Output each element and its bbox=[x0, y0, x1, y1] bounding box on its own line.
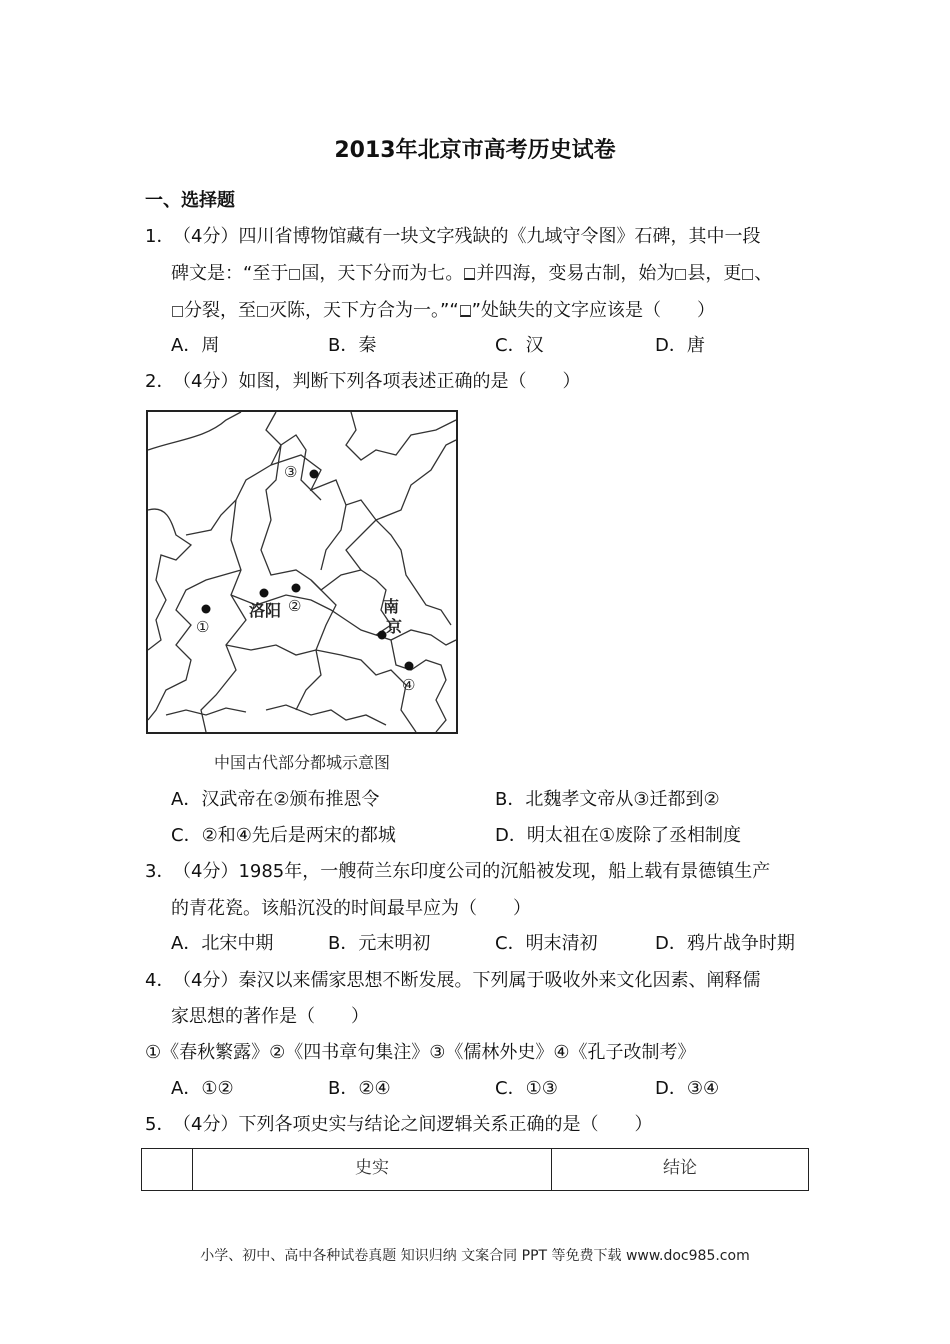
question-3-line-2: 的青花瓷。该船沉没的时间最早应为（ ） bbox=[171, 898, 531, 919]
question-3-option-d[interactable]: D．鸦片战争时期 bbox=[655, 933, 795, 954]
question-4-option-d[interactable]: D．③④ bbox=[655, 1078, 720, 1099]
question-2-option-d[interactable]: D．明太祖在①废除了丞相制度 bbox=[495, 825, 741, 846]
question-5-stem bbox=[145, 1113, 652, 1137]
question-4-option-b[interactable]: B．②④ bbox=[328, 1078, 391, 1099]
label-luoyang: 洛阳 bbox=[249, 601, 282, 620]
label-nanjing-1: 南 bbox=[383, 597, 400, 616]
question-4-text: （4分）秦汉以来儒家思想不断发展。下列属于吸收外来文化因素、阐释儒 bbox=[173, 970, 761, 991]
text-segment: 碑文是：“至于 bbox=[171, 263, 289, 284]
question-2-text: （4分）如图，判断下列各项表述正确的是（ ） bbox=[173, 371, 581, 392]
question-1-option-a[interactable]: A．周 bbox=[171, 335, 220, 356]
missing-char-box bbox=[172, 306, 183, 317]
question-4-option-c[interactable]: C．①③ bbox=[495, 1078, 558, 1099]
text-segment: 国，天下分而为七。 bbox=[301, 263, 464, 284]
missing-char-box bbox=[742, 269, 753, 280]
table-header-conclusion: 结论 bbox=[552, 1149, 809, 1191]
capital-dot-luoyang bbox=[260, 589, 269, 598]
map-caption: 中国古代部分都城示意图 bbox=[213, 753, 390, 772]
missing-char-box bbox=[464, 268, 475, 280]
marker-4: ④ bbox=[402, 676, 416, 694]
question-1-option-c[interactable]: C．汉 bbox=[495, 335, 544, 356]
question-5-table bbox=[141, 1148, 809, 1191]
table-header-fact: 史实 bbox=[193, 1149, 552, 1191]
missing-char-box bbox=[675, 269, 686, 280]
question-1-line-2 bbox=[171, 262, 772, 286]
question-3-text: （4分）1985年，一艘荷兰东印度公司的沉船被发现，船上载有景德镇生产 bbox=[173, 861, 771, 882]
question-1-option-d[interactable]: D．唐 bbox=[655, 335, 705, 356]
missing-char-box bbox=[257, 306, 268, 317]
question-1-line-1 bbox=[145, 225, 760, 249]
text-segment: ”处缺失的文字应该是（ ） bbox=[471, 300, 715, 321]
question-4-list: ①《春秋繁露》②《四书章句集注》③《儒林外史》④《孔子改制考》 bbox=[145, 1042, 696, 1063]
capital-dot-3 bbox=[310, 470, 319, 479]
question-4-number: 4． bbox=[145, 970, 175, 991]
missing-char-box bbox=[289, 269, 300, 280]
page-footer: 小学、初中、高中各种试卷真题 知识归纳 文案合同 PPT 等免费下载 www.doc985.com bbox=[200, 1248, 750, 1264]
question-3-option-a[interactable]: A．北宋中期 bbox=[171, 933, 274, 954]
question-1-line-3 bbox=[171, 299, 715, 323]
ancient-capitals-map bbox=[146, 410, 458, 736]
question-3-option-c[interactable]: C．明末清初 bbox=[495, 933, 598, 954]
question-3-number: 3． bbox=[145, 861, 175, 882]
table-header-row bbox=[142, 1149, 809, 1191]
question-5-text: （4分）下列各项史实与结论之间逻辑关系正确的是（ ） bbox=[173, 1114, 653, 1135]
question-3-line-1 bbox=[145, 860, 770, 884]
question-2-number: 2． bbox=[145, 371, 175, 392]
question-5-number: 5． bbox=[145, 1114, 175, 1135]
question-2-option-a[interactable]: A．汉武帝在②颁布推恩令 bbox=[171, 789, 380, 810]
capital-dot-4 bbox=[405, 662, 414, 671]
question-1-number: 1． bbox=[145, 226, 175, 247]
question-2-stem bbox=[145, 370, 580, 394]
text-segment: 、 bbox=[754, 263, 773, 284]
question-1-text: （4分）四川省博物馆藏有一块文字残缺的《九域守令图》石碑，其中一段 bbox=[173, 226, 761, 247]
missing-char-box bbox=[460, 305, 471, 317]
marker-1: ① bbox=[196, 618, 210, 636]
marker-3: ③ bbox=[284, 463, 298, 481]
text-segment: 县，更 bbox=[687, 263, 742, 284]
label-nanjing-2: 京 bbox=[386, 617, 403, 636]
marker-2: ② bbox=[288, 597, 302, 615]
capital-dot-2 bbox=[292, 584, 301, 593]
question-2-option-b[interactable]: B．北魏孝文帝从③迁都到② bbox=[495, 789, 720, 810]
question-4-option-a[interactable]: A．①② bbox=[171, 1078, 234, 1099]
capital-dot-1 bbox=[202, 605, 211, 614]
text-segment: 并四海，变易古制，始为 bbox=[476, 263, 675, 284]
question-4-line-1 bbox=[145, 969, 760, 993]
page-title: 2013年北京市高考历史试卷 bbox=[334, 138, 616, 163]
question-4-line-2: 家思想的著作是（ ） bbox=[171, 1006, 369, 1027]
question-2-option-c[interactable]: C．②和④先后是两宋的都城 bbox=[171, 825, 396, 846]
text-segment: 分裂，至 bbox=[184, 300, 256, 321]
question-1-option-b[interactable]: B．秦 bbox=[328, 335, 377, 356]
section-heading: 一、选择题 bbox=[145, 190, 235, 211]
question-3-option-b[interactable]: B．元末明初 bbox=[328, 933, 431, 954]
text-segment: 灭陈，天下方合为一。”“ bbox=[269, 300, 459, 321]
table-header-index bbox=[142, 1149, 193, 1191]
